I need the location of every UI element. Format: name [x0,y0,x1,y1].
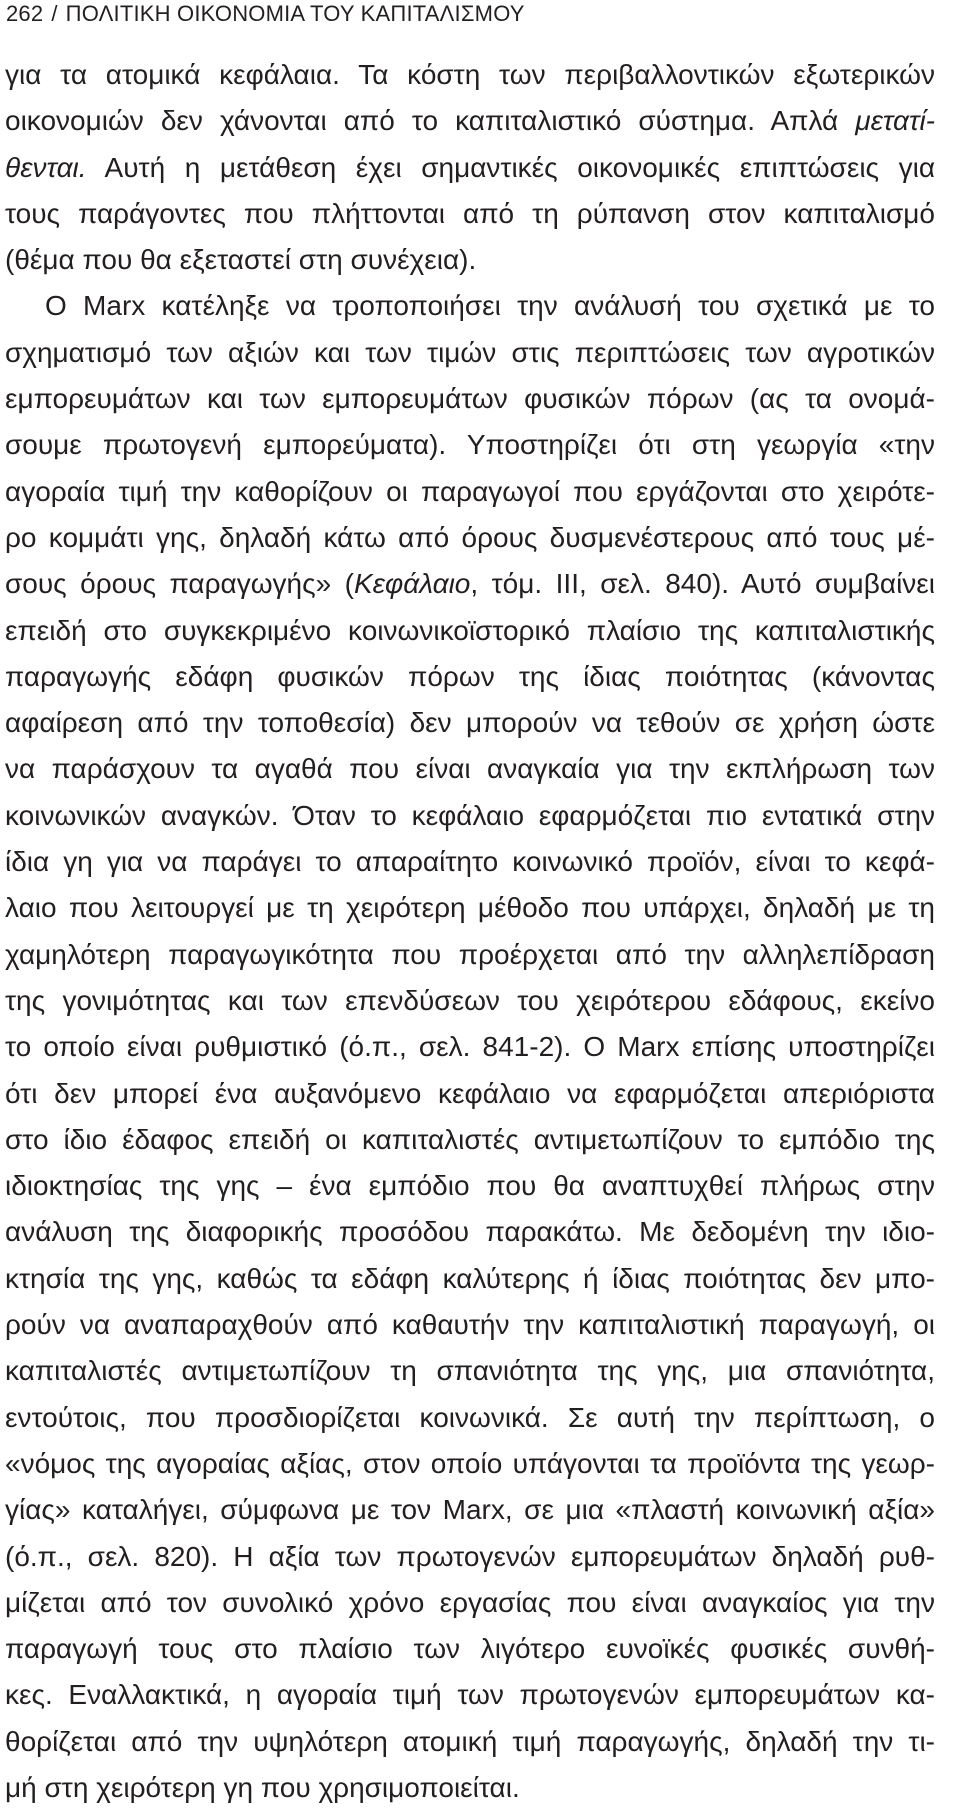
text-line [5,1487,935,1533]
running-title: ΠΟΛΙΤΙΚΗ ΟΙΚΟΝΟΜΙΑ ΤΟΥ ΚΑΠΙΤΑΛΙΣΜΟΥ [65,1,525,26]
text-segment: κες. Εναλλακτικά, η αγοραία τιμή των πρωτογενών εμπορευμάτων κα- [5,1679,935,1711]
text-line [5,1580,935,1626]
text-segment: για τα ατομικά κεφάλαια. Τα κόστη των περιβαλλοντικών εξωτερικών [5,59,935,90]
text-line [5,1256,935,1302]
text-line [5,191,935,237]
text-line [5,978,935,1024]
text-segment: μίζεται από τον συνολικό χρόνο εργασίας που είναι αναγκαίος για την [5,1586,935,1618]
italic-text: μετατί- [855,105,935,137]
text-segment: στο ίδιο έδαφος επειδή οι καπιταλιστές αντιμετωπίζουν το εμπόδιο της [5,1123,935,1155]
header-separator: / [51,1,58,26]
text-line [5,700,935,746]
text-segment: , τόμ. III, σελ. 840). Αυτό συμβαίνει [470,568,935,600]
italic-text: Κεφάλαιο [354,568,471,600]
text-line [5,145,935,191]
text-segment: χαμηλότερη παραγωγικότητα που προέρχεται από την αλληλεπίδραση [5,938,935,970]
text-line [5,1024,935,1070]
text-line [5,237,935,283]
text-segment: σουμε πρωτογενή εμπορεύματα). Υποστηρίζει ότι στη γεωργία «την [5,429,935,461]
text-line [5,839,935,885]
text-segment: ρούν να αναπαραχθούν από καθαυτήν την καπιταλιστική παραγωγή, οι [5,1309,935,1341]
text-line [5,561,935,607]
text-segment: γίας» καταλήγει, σύμφωνα με τον Marx, σε μια «πλαστή κοινωνική αξία» [5,1494,935,1526]
text-segment: το οποίο είναι ρυθμιστικό (ό.π., σελ. 841-2). Ο Marx επίσης υποστηρίζει [5,1031,935,1063]
text-segment: εντούτοις, που προσδιορίζεται κοινωνικά. Σε αυτή την περίπτωση, ο [5,1401,935,1433]
text-line [5,746,935,792]
text-segment: (θέμα που θα εξεταστεί στη συνέχεια). [5,244,477,276]
text-segment: καπιταλιστές αντιμετωπίζουν τη σπανιότητα της γης, μια σπανιότητα, [5,1355,935,1387]
text-segment: κοινωνικών αναγκών. Όταν το κεφάλαιο εφαρμόζεται πιο εντατικά στην [5,799,935,831]
text-segment: παραγωγή τους στο πλαίσιο των λιγότερο ευνοϊκές φυσικές συνθή- [5,1633,935,1665]
text-line [5,1348,935,1394]
text-segment: σους όρους παραγωγής» ( [5,568,354,600]
text-segment: εμπορευμάτων και των εμπορευμάτων φυσικών πόρων (ας τα ονομά- [5,383,935,415]
text-line [5,1302,935,1348]
page-number: 262 [6,1,44,26]
text-line [5,1719,935,1765]
body-text [5,52,935,1811]
text-segment: μή στη χειρότερη γη που χρησιμοποιείται. [5,1771,520,1803]
text-line [5,1765,935,1811]
text-segment: ανάλυση της διαφορικής προσόδου παρακάτω. Με δεδομένη την ιδιο- [5,1216,935,1248]
text-line [5,793,935,839]
text-line [5,885,935,931]
text-segment: της γονιμότητας και των επενδύσεων του χειρότερου εδάφους, εκείνο [5,984,935,1016]
text-line [5,1117,935,1163]
text-line [5,654,935,700]
text-line [5,52,935,98]
text-line [5,1441,935,1487]
italic-text: θενται. [5,151,87,183]
text-line [5,1071,935,1117]
text-segment: θορίζεται από την υψηλότερη ατομική τιμή παραγωγής, δηλαδή την τι- [5,1725,935,1757]
text-line [5,469,935,515]
text-segment: να παράσχουν τα αγαθά που είναι αναγκαία για την εκπλήρωση των [5,753,935,785]
text-line [5,330,935,376]
text-line [5,515,935,561]
running-header [6,0,525,28]
text-segment: (ό.π., σελ. 820). Η αξία των πρωτογενών εμπορευμάτων δηλαδή ρυθ- [5,1540,935,1572]
text-line [5,1672,935,1718]
text-line [5,608,935,654]
text-segment: ρο κομμάτι γης, δηλαδή κάτω από όρους δυσμενέστερους από τους μέ- [5,521,935,553]
text-segment: ίδια γη για να παράγει το απαραίτητο κοινωνικό προϊόν, είναι το κεφά- [5,846,935,878]
text-line [5,422,935,468]
text-line [5,1534,935,1580]
text-segment: επειδή στο συγκεκριμένο κοινωνικοϊστορικό πλαίσιο της καπιταλιστικής [5,614,935,646]
text-line [5,376,935,422]
text-line [5,1163,935,1209]
text-line [5,283,935,329]
text-segment: τους παράγοντες που πλήττονται από τη ρύπανση στον καπιταλισμό [5,197,935,229]
text-segment: «νόμος της αγοραίας αξίας, στον οποίο υπάγονται τα προϊόντα της γεωρ- [5,1447,935,1479]
text-segment: σχηματισμό των αξιών και των τιμών στις περιπτώσεις των αγροτικών [5,336,935,368]
text-line [5,932,935,978]
text-segment: παραγωγής εδάφη φυσικών πόρων της ίδιας ποιότητας (κάνοντας [5,660,935,692]
text-segment: λαιο που λειτουργεί με τη χειρότερη μέθοδο που υπάρχει, δηλαδή με τη [5,892,935,924]
text-segment: κτησία της γης, καθώς τα εδάφη καλύτερης ή ίδιας ποιότητας δεν μπο- [5,1262,935,1294]
text-segment: αφαίρεση από την τοποθεσία) δεν μπορούν να τεθούν σε χρήση ώστε [5,707,935,739]
text-segment: αγοραία τιμή την καθορίζουν οι παραγωγοί που εργάζονται στο χειρότε- [5,475,935,507]
text-line [5,1626,935,1672]
text-line [5,98,935,144]
text-line [5,1395,935,1441]
text-segment: Ο Marx κατέληξε να τροποποιήσει την ανάλυσή του σχετικά με το [45,290,935,322]
text-segment: οικονομιών δεν χάνονται από το καπιταλιστικό σύστημα. Απλά [5,105,856,137]
text-segment: ιδιοκτησίας της γης – ένα εμπόδιο που θα αναπτυχθεί πλήρως στην [5,1170,935,1202]
text-line [5,1209,935,1255]
text-segment: Αυτή η μετάθεση έχει σημαντικές οικονομικές επιπτώσεις για [86,151,935,183]
text-segment: ότι δεν μπορεί ένα αυξανόμενο κεφάλαιο να εφαρμόζεται απεριόριστα [5,1077,935,1109]
